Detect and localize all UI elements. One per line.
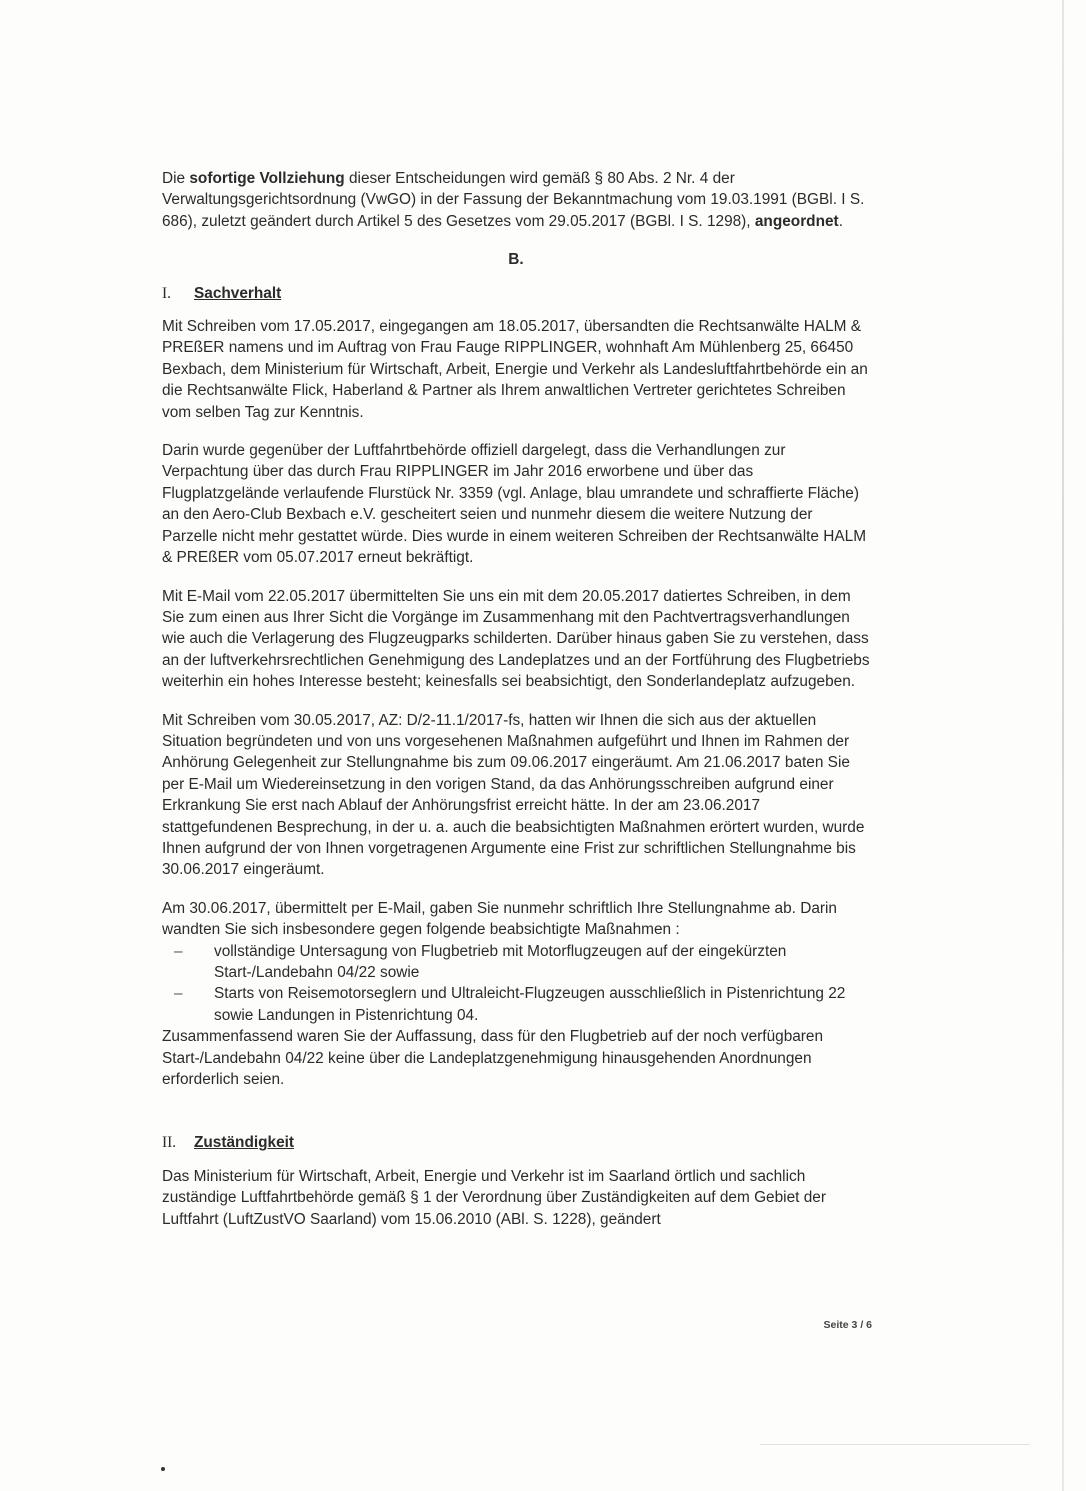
closing-paragraph: Zusammenfassend waren Sie der Auffassung, dass für den Flugbetrieb auf der noch verfügbaren Start-/Landebahn 04/22 keine über die Landeplatzgenehmigung hinausgehenden Anordnungen erforderlich seien. [162, 1028, 824, 1089]
section-number: II. [162, 1134, 177, 1152]
measures-list [162, 941, 870, 1027]
section-heading-sachverhalt [162, 283, 870, 304]
paragraph: Mit Schreiben vom 17.05.2017, eingegangen am 18.05.2017, übersandten die Rechtsanwälte HALM & PREßER namens und im Auftrag von Frau Fauge RIPPLINGER, wohnhaft Am Mühlenberg 25, 66450 Bexbach, dem Ministerium für Wirtschaft, Arbeit, Energie und Verkehr als Landesluftfahrtbehörde ein an die Rechtsanwälte Flick, Haberland & Partner als Ihrem anwaltlichen Vertreter gerichtetes Schreiben vom selben Tag zur Kenntnis. [162, 318, 868, 421]
section-letter: B. [508, 251, 524, 269]
page-edge-shadow [1062, 0, 1064, 1491]
section-title: Zuständigkeit [194, 1134, 295, 1152]
section-heading-zustaendigkeit [162, 1132, 870, 1153]
page-number: Seite 3 / 6 [823, 1319, 872, 1331]
paragraph: Darin wurde gegenüber der Luftfahrtbehörde offiziell dargelegt, dass die Verhandlungen zur Verpachtung über das durch Frau RIPPLINGER im Jahr 2016 erworbene und über das Flugplatzgelände verlaufende Flurstück Nr. 3359 (vgl. Anlage, blau umrandete und schraffierte Fläche) an den Aero-Club Bexbach e.V. gescheitert seien und nunmehr diesem die weitere Nutzung der Parzelle nicht mehr gestattet würde. Dies wurde in einem weiteren Schreiben der Rechtsanwälte HALM & PREßER vom 05.07.2017 erneut bekräftigt. [162, 442, 867, 567]
document-body [162, 168, 870, 1247]
list-item: – vollständige Untersagung von Flugbetrieb mit Motorflugzeugen auf der eingekürzten Start-/Landebahn 04/22 sowie [214, 941, 870, 984]
paragraph: Mit E-Mail vom 22.05.2017 übermittelten Sie uns ein mit dem 20.05.2017 datiertes Schreiben, in dem Sie zum einen aus Ihrer Sicht die Vorgänge im Zusammenhang mit den Pachtvertragsverhandlungen wie auch die Verlagerung des Flugzeugparks schilderten. Darüber hinaus gaben Sie zu verstehen, dass an der luftverkehrsrechtlichen Genehmigung des Landeplatzes und an der Fortführung des Flugbetriebs weiterhin ein hohes Interesse besteht; keinesfalls sei beabsichtigt, den Sonderlandeplatz aufzugeben. [162, 587, 870, 691]
paragraph: Am 30.06.2017, übermittelt per E-Mail, gaben Sie nunmehr schriftlich Ihre Stellungnahme ab. Darin wandten Sie sich insbesondere gegen folgende beabsichtigte Maßnahmen : [162, 899, 837, 939]
paragraph: Das Ministerium für Wirtschaft, Arbeit, Energie und Verkehr ist im Saarland örtlich und sachlich zuständige Luftfahrtbehörde gemäß § 1 der Verordnung über Zuständigkeiten auf dem Gebiet der Luftfahrt (LuftZustVO Saarland) vom 15.06.2010 (ABl. S. 1228), geändert [162, 1167, 826, 1228]
intro-bold-2: angeordnet [754, 212, 839, 230]
page-edge-line [760, 1444, 1030, 1445]
section-number: I. [162, 284, 171, 302]
intro-paragraph [162, 168, 870, 232]
section-title: Sachverhalt [194, 284, 282, 302]
intro-bold-1: sofortige Vollziehung [189, 170, 345, 187]
intro-text-2: dieser Entscheidungen wird gemäß § 80 Abs. 2 Nr. 4 der Verwaltungsgerichtsordnung (VwGO) in der Fassung der Bekanntmachung vom 19.03.1991 (BGBl. I S. 686), zuletzt geändert durch Artikel 5 des Gesetzes vom 29.05.2017 (BGBl. I S. 1298), [162, 170, 865, 230]
paragraph: Mit Schreiben vom 30.05.2017, AZ: D/2-11.1/2017-fs, hatten wir Ihnen die sich aus der aktuellen Situation begründeten und von uns vorgesehenen Maßnahmen aufgeführt und Ihnen im Rahmen der Anhörung Gelegenheit zur Stellungnahme bis zum 09.06.2017 eingeräumt. Am 21.06.2017 baten Sie per E-Mail um Wiedereinsetzung in den vorigen Stand, da das Anhörungsschreiben aufgrund einer Erkrankung Sie erst nach Ablauf der Anhörungsfrist erreicht hätte. In der am 23.06.2017 stattgefundenen Besprechung, in der u. a. auch die beabsichtigten Maßnahmen erörtert wurden, wurde Ihnen aufgrund der von Ihnen vorgetragenen Argumente eine Frist zur schriftlichen Stellungnahme bis 30.06.2017 eingeräumt. [162, 711, 865, 879]
intro-text-3: . [838, 212, 843, 230]
intro-text-1: Die [162, 170, 190, 187]
list-item: – Starts von Reisemotorseglern und Ultraleicht-Flugzeugen ausschließlich in Pistenrichtung 22 sowie Landungen in Pistenrichtung 04. [214, 983, 870, 1026]
margin-dot [161, 1467, 165, 1471]
